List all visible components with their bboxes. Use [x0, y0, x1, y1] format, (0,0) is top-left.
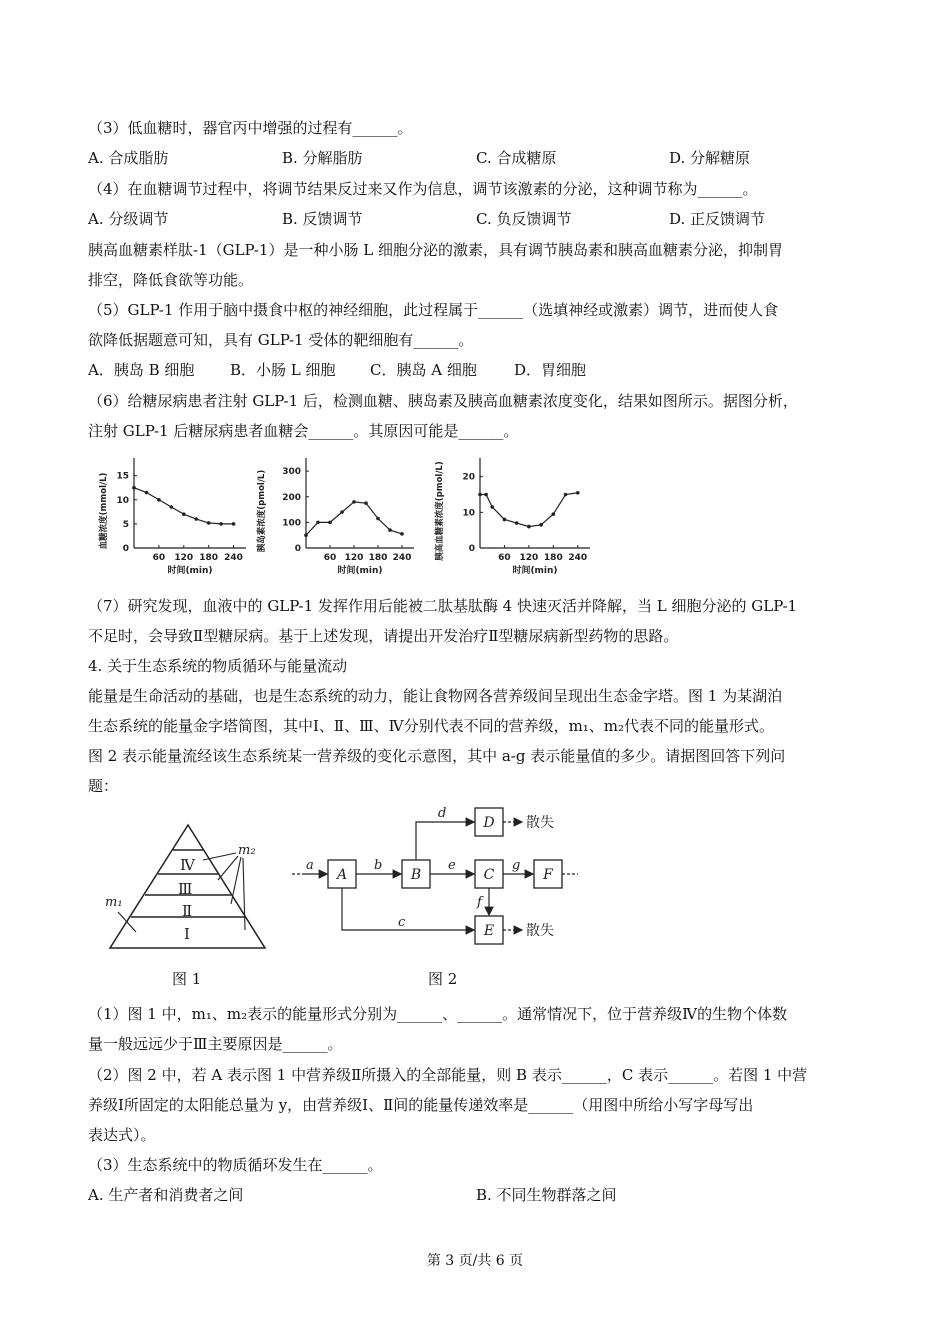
edge-c	[342, 888, 474, 930]
section4-intro-line-4: 题：	[88, 777, 119, 795]
x-tick-label: 240	[392, 553, 412, 563]
loss-label-d: 散失	[526, 815, 554, 831]
series-line	[480, 493, 578, 527]
q3-text: （3）低血糖时，器官丙中增强的过程有______。	[88, 119, 413, 137]
chart-glucagon-svg	[430, 458, 600, 583]
data-point	[340, 510, 344, 514]
data-point	[170, 505, 174, 509]
y-tick-label: 20	[462, 472, 475, 483]
level-ii-label: Ⅱ	[182, 902, 193, 920]
q7-line-2: 不足时，会导致Ⅱ型糖尿病。基于上述发现，请提出开发治疗Ⅱ型糖尿病新型药物的思路。	[88, 627, 679, 645]
q5-option-c: C．胰岛 A 细胞	[370, 361, 477, 379]
q4-option-b: B. 反馈调节	[282, 210, 363, 228]
x-tick-label: 60	[498, 553, 511, 563]
y-axis-label: 血糖浓度(mmol/L)	[99, 472, 109, 550]
x-tick-label: 180	[543, 553, 563, 563]
q3-option-d: D. 分解糖原	[669, 149, 751, 167]
edge-label-b: b	[374, 858, 383, 873]
data-point	[503, 518, 507, 522]
y-axis-label: 胰高血糖素浓度(pmol/L)	[435, 461, 445, 561]
edge-label-e: e	[448, 858, 456, 873]
data-point	[576, 491, 580, 495]
node-a-label: A	[336, 867, 348, 883]
data-point	[207, 521, 211, 525]
node-d-label: D	[483, 815, 495, 831]
x-tick-label: 60	[323, 553, 337, 563]
q4-text: （4）在血糖调节过程中，将调节结果反过来又作为信息，调节该激素的分泌，这种调节称为______。	[88, 180, 758, 198]
node-c-label: C	[483, 867, 495, 883]
edge-label-f: f	[477, 895, 482, 910]
m2-arrow-ii	[231, 857, 241, 904]
data-point	[182, 512, 186, 516]
s4q3-text: （3）生态系统中的物质循环发生在______。	[88, 1156, 383, 1174]
m2-label: m₂	[238, 843, 256, 858]
data-point	[194, 517, 198, 521]
q5-option-b: B．小肠 L 细胞	[230, 361, 336, 379]
y-tick-label: 0	[122, 544, 129, 554]
data-point	[352, 500, 356, 504]
s4q2-line-1: （2）图 2 中，若 A 表示图 1 中营养级Ⅱ所摄入的全部能量，则 B 表示______，C 表示______。若图 1 中营	[88, 1066, 808, 1084]
x-tick-label: 120	[519, 553, 539, 563]
s4q1-line-1: （1）图 1 中，m₁、m₂表示的能量形式分别为______、______。通常情况下，位于营养级Ⅳ的生物个体数	[88, 1005, 788, 1023]
y-tick-label: 200	[282, 492, 301, 503]
data-point	[364, 501, 368, 505]
data-point	[539, 523, 543, 527]
s4q2-line-2: 养级Ⅰ所固定的太阳能总量为 y，由营养级Ⅰ、Ⅱ间的能量传递效率是______（用图中所给小写字母写出	[88, 1096, 754, 1114]
data-point	[478, 493, 482, 497]
x-tick-label: 180	[199, 553, 219, 563]
data-point	[328, 521, 332, 525]
chart-glucagon	[430, 458, 600, 587]
m2-arrow-iii	[218, 856, 238, 880]
data-point	[132, 486, 136, 490]
x-axis-label: 时间(min)	[512, 566, 558, 576]
data-point	[564, 493, 568, 497]
data-point	[527, 525, 531, 529]
data-point	[145, 491, 149, 495]
data-point	[400, 532, 404, 536]
level-iv-label: Ⅳ	[180, 856, 195, 874]
chart-insulin	[252, 458, 422, 587]
q6-line-2: 注射 GLP-1 后糖尿病患者血糖会______。其原因可能是______。	[88, 422, 519, 440]
data-point	[219, 522, 223, 526]
y-tick-label: 10	[116, 495, 129, 506]
x-tick-label: 240	[568, 553, 588, 563]
glp-intro-line-1: 胰高血糖素样肽-1（GLP-1）是一种小肠 L 细胞分泌的激素，具有调节胰岛素和胰高血糖素分泌，抑制胃	[88, 241, 783, 259]
q5-line-2: 欲降低据题意可知，具有 GLP-1 受体的靶细胞有______。	[88, 331, 474, 349]
data-point	[232, 522, 236, 526]
m2-arrow-i	[243, 858, 245, 930]
data-point	[484, 493, 488, 497]
level-iii-label: Ⅲ	[178, 880, 193, 898]
edge-label-c: c	[398, 915, 406, 930]
figure1-caption: 图 1	[172, 970, 202, 988]
x-tick-label: 240	[224, 553, 243, 563]
q5-option-a: A．胰岛 B 细胞	[88, 361, 195, 379]
series-line	[134, 488, 234, 524]
data-point	[376, 517, 380, 521]
loss-label-e: 散失	[526, 923, 554, 939]
x-tick-label: 60	[152, 553, 166, 563]
node-e-label: E	[483, 923, 495, 939]
edge-label-a: a	[306, 858, 314, 873]
s4q3-option-a: A. 生产者和消费者之间	[88, 1186, 244, 1204]
y-tick-label: 300	[282, 467, 301, 478]
glp-intro-line-2: 排空，降低食欲等功能。	[88, 271, 254, 289]
chart-blood-glucose-svg	[96, 458, 256, 583]
q3-option-a: A. 合成脂肪	[88, 149, 169, 167]
edge-label-d: d	[438, 806, 447, 821]
figure2-caption: 图 2	[428, 970, 458, 988]
data-point	[515, 521, 519, 525]
x-tick-label: 180	[368, 553, 388, 563]
page-footer: 第 3 页/共 6 页	[426, 1253, 524, 1269]
x-axis-label: 时间(min)	[167, 566, 213, 576]
data-point	[552, 512, 556, 516]
s4q2-line-3: 表达式）。	[88, 1126, 156, 1144]
q4-option-c: C. 负反馈调节	[476, 210, 572, 228]
section4-intro-line-3: 图 2 表示能量流经该生态系统某一营养级的变化示意图，其中 a-g 表示能量值的多少。请据图回答下列问	[88, 747, 786, 765]
s4q1-line-2: 量一般远远少于Ⅲ主要原因是______。	[88, 1035, 343, 1053]
energy-flow-diagram	[290, 800, 580, 950]
y-tick-label: 10	[462, 508, 475, 519]
energy-pyramid	[100, 820, 270, 960]
section4-intro-line-1: 能量是生命活动的基础，也是生态系统的动力，能让食物网各营养级间呈现出生态金字塔。图 1 为某湖泊	[88, 687, 783, 705]
chart-insulin-svg	[252, 458, 422, 583]
q5-option-d: D．胃细胞	[514, 361, 587, 379]
q6-line-1: （6）给糖尿病患者注射 GLP-1 后，检测血糖、胰岛素及胰高血糖素浓度变化，结果如图所示。据图分析，	[88, 392, 798, 410]
chart-blood-glucose	[96, 458, 256, 587]
data-point	[157, 498, 161, 502]
q4-option-d: D. 正反馈调节	[669, 210, 766, 228]
y-tick-label: 15	[116, 471, 129, 482]
y-tick-label: 5	[122, 519, 129, 530]
node-f-label: F	[543, 867, 553, 883]
section4-title: 4. 关于生态系统的物质循环与能量流动	[88, 657, 348, 675]
q4-option-a: A. 分级调节	[88, 210, 169, 228]
section4-intro-line-2: 生态系统的能量金字塔简图，其中Ⅰ、Ⅱ、Ⅲ、Ⅳ分别代表不同的营养级，m₁、m₂代表不同的能量形式。	[88, 717, 775, 735]
s4q3-option-b: B. 不同生物群落之间	[476, 1186, 617, 1204]
node-b-label: B	[410, 867, 422, 883]
edge-label-g: g	[512, 858, 521, 873]
x-tick-label: 120	[344, 553, 364, 563]
q7-line-1: （7）研究发现，血液中的 GLP-1 发挥作用后能被二肽基肽酶 4 快速灭活并降解，当 L 细胞分泌的 GLP-1	[88, 597, 798, 615]
x-axis-label: 时间(min)	[337, 566, 383, 576]
x-tick-label: 120	[174, 553, 194, 563]
m1-label: m₁	[105, 895, 123, 910]
series-line	[306, 502, 402, 535]
y-tick-label: 100	[282, 518, 301, 529]
q3-option-c: C. 合成糖原	[476, 149, 557, 167]
edge-d	[416, 822, 474, 860]
m1-arrow	[118, 912, 136, 932]
y-tick-label: 0	[294, 544, 301, 554]
data-point	[490, 505, 494, 509]
data-point	[304, 533, 308, 537]
q3-option-b: B. 分解脂肪	[282, 149, 363, 167]
q5-line-1: （5）GLP-1 作用于脑中摄食中枢的神经细胞，此过程属于______（选填神经或激素）调节，进而使人食	[88, 301, 779, 319]
data-point	[316, 521, 320, 525]
y-tick-label: 0	[468, 544, 475, 554]
data-point	[388, 528, 392, 532]
level-i-label: Ⅰ	[184, 925, 190, 943]
y-axis-label: 胰岛素浓度(pmol/L)	[257, 469, 267, 553]
